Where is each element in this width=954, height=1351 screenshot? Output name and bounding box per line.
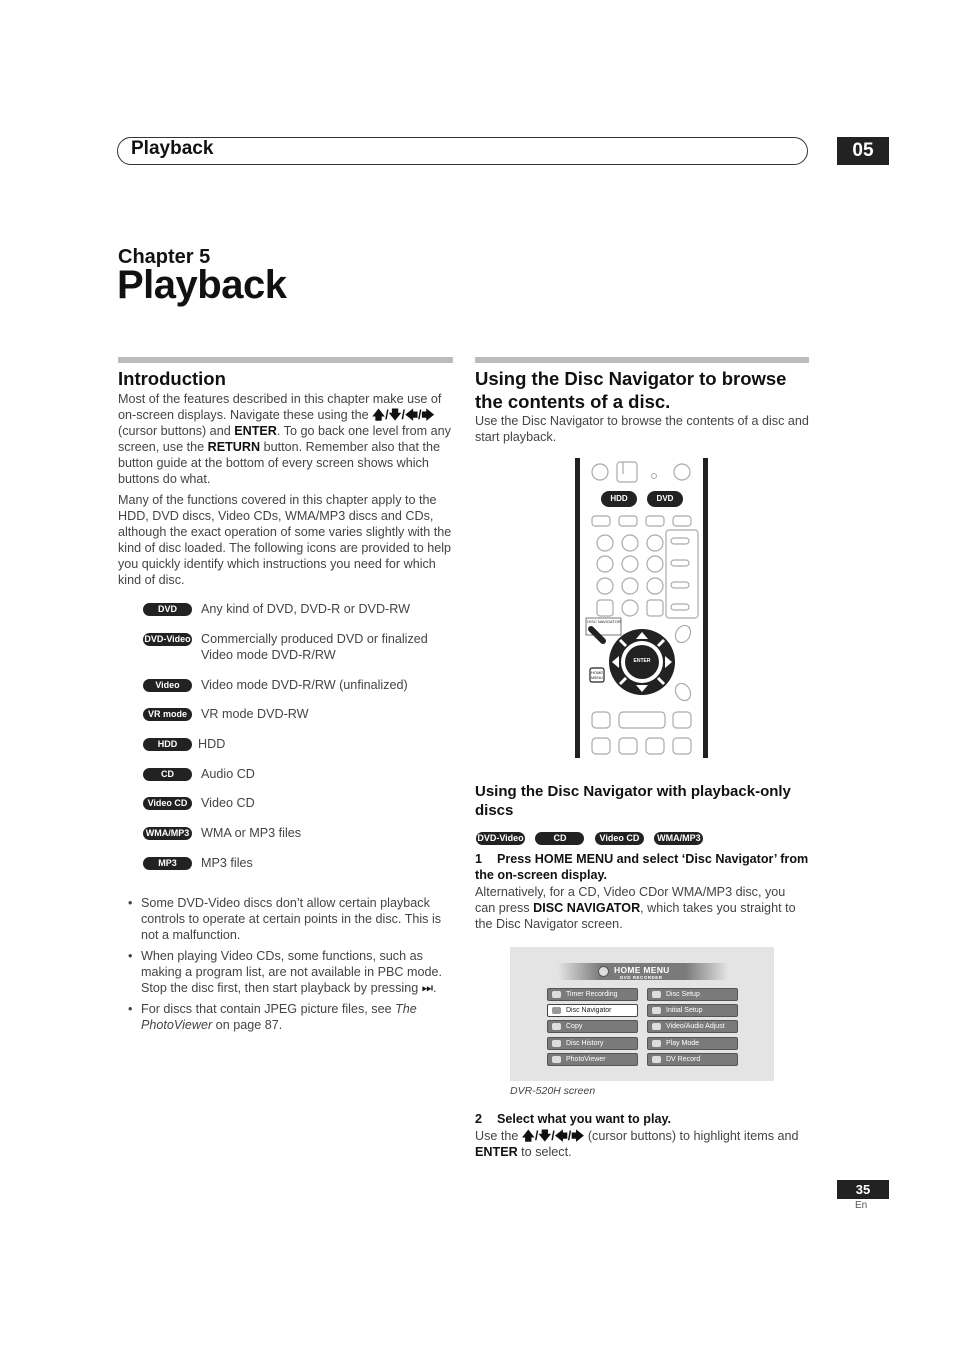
chapter-label: Chapter 5 xyxy=(118,246,211,268)
intro-paragraph-1: Most of the features described in this chapter make use of on-screen displays. Navigate these using the 🡅/🡇/🡄/🡆 (cursor buttons) and ENTER. To go back one level from any screen, use the RETURN button. Remember also that the button guide at the bottom of every screen shows which buttons do what. xyxy=(118,392,451,486)
menu-item-initial-setup: Initial Setup xyxy=(647,1004,738,1017)
remote-home-menu-label: HOME MENU xyxy=(591,670,603,680)
skip-next-icon: ⏭ xyxy=(421,981,434,995)
clock-icon xyxy=(552,991,561,998)
remote-control-graphic xyxy=(575,458,709,758)
video-cd-disc-icon: Video CD xyxy=(595,832,644,845)
camera-icon xyxy=(652,1056,661,1063)
history-icon xyxy=(552,1040,561,1047)
hdd-icon: HDD xyxy=(143,738,192,751)
icon-legend-row xyxy=(143,855,463,875)
cursor-arrows-icon: 🡅/🡇/🡄/🡆 xyxy=(521,1129,585,1143)
note-item: • For discs that contain JPEG picture files, see The PhotoViewer on page 87. xyxy=(128,1001,453,1033)
disc-navigator-heading: Using the Disc Navigator to browse the contents of a disc. xyxy=(475,368,787,412)
disc-setup-icon xyxy=(652,991,661,998)
disc-icon xyxy=(552,1007,561,1014)
chapter-number-badge: 05 xyxy=(837,137,889,165)
dvd-disc-icon: DVD xyxy=(143,603,192,616)
step-2-body: Use the 🡅/🡇/🡄/🡆 (cursor buttons) to highlight items and ENTER to select. xyxy=(475,1129,799,1159)
play-mode-icon xyxy=(652,1040,661,1047)
icon-legend-text: HDD xyxy=(198,737,226,751)
menu-item-photoviewer: PhotoViewer xyxy=(547,1053,638,1066)
menu-item-disc-navigator: Disc Navigator xyxy=(547,1004,638,1017)
cursor-arrows-icon: 🡅/🡇/🡄/🡆 xyxy=(372,408,435,422)
icon-legend-row xyxy=(143,677,463,703)
icon-legend-text: VR mode DVD-RW xyxy=(201,707,309,721)
icon-legend-text: WMA or MP3 files xyxy=(201,826,302,840)
remote-dvd-button: DVD xyxy=(656,494,674,503)
adjust-icon xyxy=(652,1023,661,1030)
cd-disc-icon: CD xyxy=(535,832,584,845)
icon-legend-text: MP3 files xyxy=(201,856,253,870)
disc-navigator-intro: Use the Disc Navigator to browse the contents of a disc and start playback. xyxy=(475,414,809,444)
intro-paragraph-2: Many of the functions covered in this chapter apply to the HDD, DVD discs, Video CDs, WMA/MP3 discs and CDs, although the exact operation of some varies slightly with the kind of disc loaded. The following icons are provided to help you quickly identify which instructions you need for which kind of disc. xyxy=(118,493,452,587)
remote-enter-label: ENTER xyxy=(633,658,651,664)
icon-legend-row xyxy=(143,766,463,786)
copy-icon xyxy=(552,1023,561,1030)
icon-legend-row xyxy=(143,736,463,756)
notes-list xyxy=(128,895,453,1038)
screen-caption: DVR-520H screen xyxy=(510,1085,596,1097)
home-menu-subtitle: DVD RECORDER xyxy=(620,975,663,980)
icon-legend-row xyxy=(143,706,463,726)
icon-legend-text: Any kind of DVD, DVD-R or DVD-RW xyxy=(201,602,411,616)
settings-icon xyxy=(652,1007,661,1014)
disc-icon xyxy=(598,966,609,977)
cd-disc-icon: CD xyxy=(143,768,192,781)
wma-mp3-disc-icon: WMA/MP3 xyxy=(143,827,192,840)
step-1-title: 1 Press HOME MENU and select ‘Disc Navigator’ from the on-screen display. xyxy=(475,852,809,882)
icon-legend-text: Video mode DVD-R/RW (unfinalized) xyxy=(201,678,408,692)
playback-only-heading: Using the Disc Navigator with playback-only discs xyxy=(475,783,791,819)
wma-mp3-disc-icon: WMA/MP3 xyxy=(654,832,703,845)
icon-legend-text: Video CD xyxy=(201,796,255,810)
video-cd-disc-icon: Video CD xyxy=(143,797,192,810)
icon-legend-text: Commercially produced DVD or finalized Video mode DVD-R/RW xyxy=(201,632,428,662)
icon-legend-row xyxy=(143,825,463,845)
dvd-video-disc-icon: DVD-Video xyxy=(144,634,191,644)
step-2-title: 2 Select what you want to play. xyxy=(475,1112,672,1126)
header-title: Playback xyxy=(131,138,214,159)
section-rule-left xyxy=(118,357,453,363)
menu-item-disc-setup: Disc Setup xyxy=(647,988,738,1001)
home-menu-title: HOME MENU xyxy=(614,965,670,975)
home-menu-screenshot xyxy=(510,947,774,1081)
dvd-video-disc-icon: DVD-Video xyxy=(477,833,524,843)
icon-legend-row xyxy=(143,795,463,815)
menu-item-timer-recording: Timer Recording xyxy=(547,988,638,1001)
menu-item-dv-record: DV Record xyxy=(647,1053,738,1066)
menu-item-play-mode: Play Mode xyxy=(647,1037,738,1050)
photo-icon xyxy=(552,1056,561,1063)
page-number: 35 xyxy=(837,1180,889,1199)
remote-hdd-button: HDD xyxy=(610,494,628,503)
introduction-heading: Introduction xyxy=(118,368,226,389)
icon-legend-row xyxy=(143,601,463,621)
menu-item-disc-history: Disc History xyxy=(547,1037,638,1050)
chapter-title: Playback xyxy=(117,263,287,307)
menu-item-copy: Copy xyxy=(547,1020,638,1033)
page-language: En xyxy=(855,1200,868,1211)
icon-legend-text: Audio CD xyxy=(201,767,255,781)
note-item: • When playing Video CDs, some functions, such as making a program list, are not available in PBC mode. Stop the disc first, then start playback by pressing ⏭. xyxy=(128,948,453,996)
section-rule-right xyxy=(475,357,809,363)
sub-badge-row xyxy=(476,828,703,846)
menu-item-video-audio-adjust: Video/Audio Adjust xyxy=(647,1020,738,1033)
header-bar xyxy=(117,137,808,165)
step-1-body: Alternatively, for a CD, Video CDor WMA/MP3 disc, you can press DISC NAVIGATOR, which takes you straight to the Disc Navigator screen. xyxy=(475,885,796,931)
vr-mode-disc-icon: VR mode xyxy=(143,708,192,721)
note-item: • Some DVD-Video discs don’t allow certain playback controls to operate at certain points in the disc. This is not a malfunction. xyxy=(128,895,453,943)
video-mode-disc-icon: Video mode xyxy=(143,679,192,692)
mp3-disc-icon: MP3 xyxy=(143,857,192,870)
remote-disc-navigator-label: DISC NAVIGATOR xyxy=(587,619,621,624)
remote-control-illustration xyxy=(575,458,709,758)
icon-legend-row xyxy=(143,631,463,665)
